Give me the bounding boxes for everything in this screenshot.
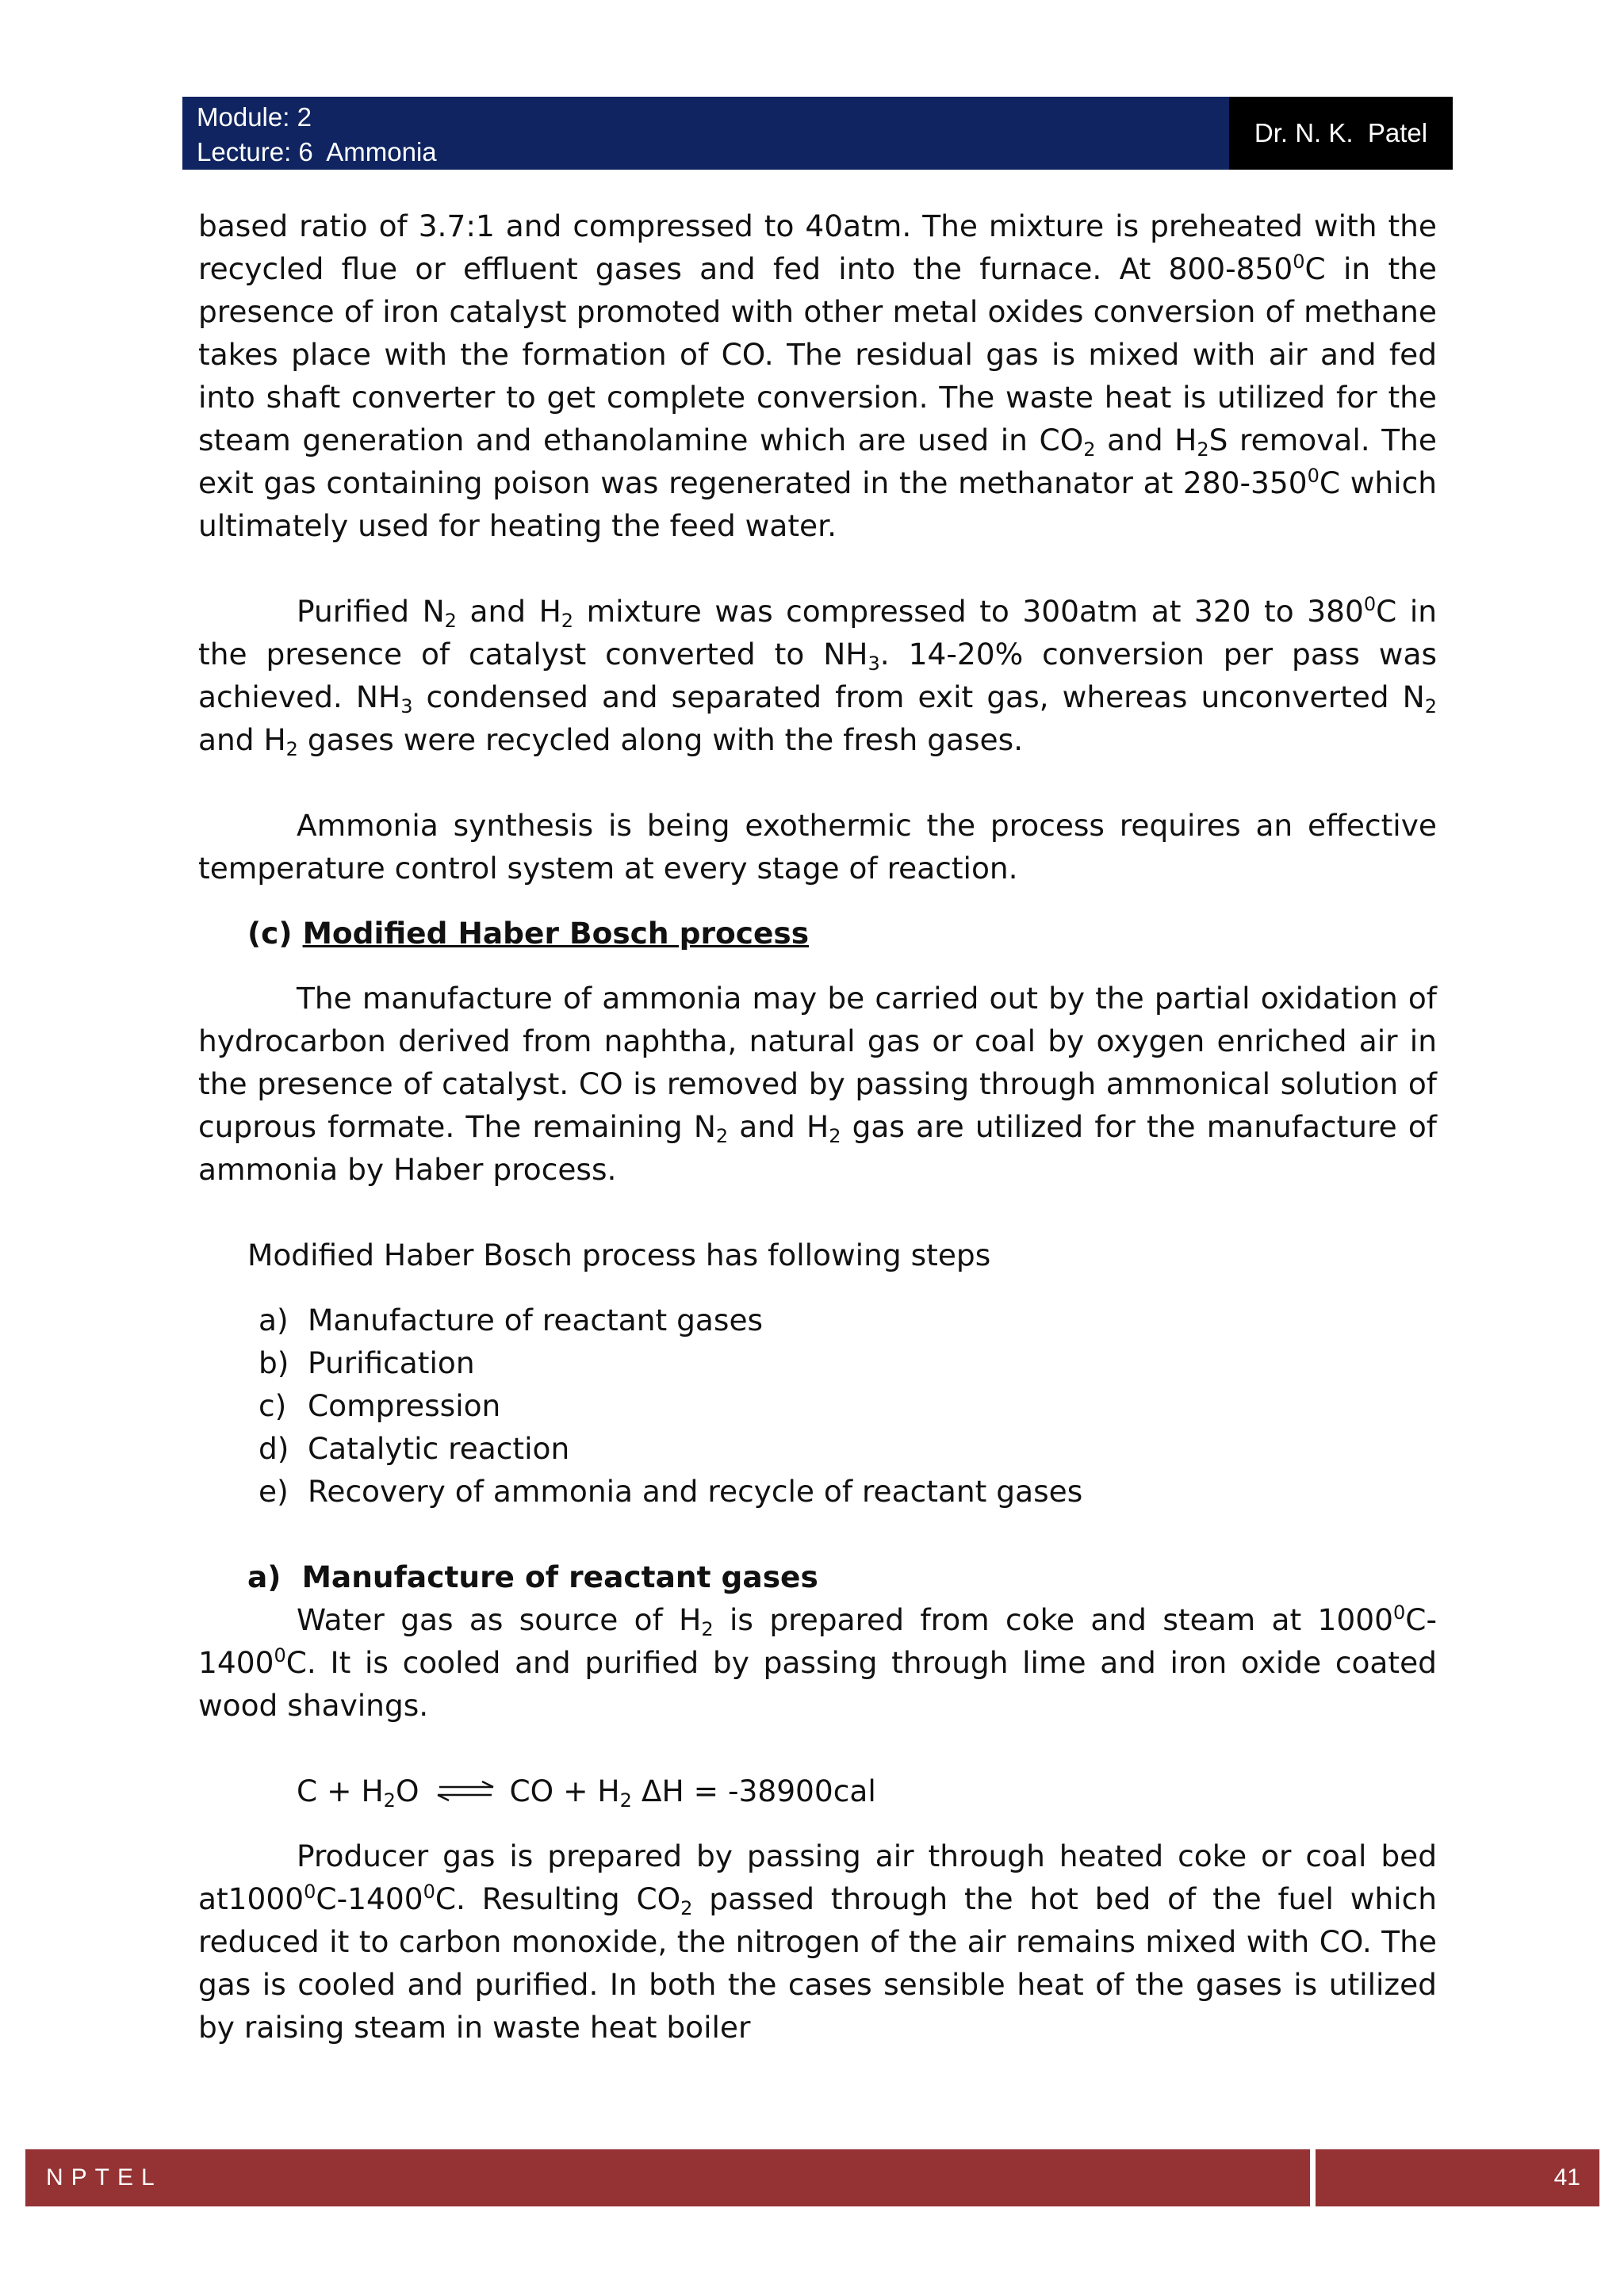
footer-page-number bbox=[1316, 2149, 1599, 2206]
section-heading-modified-haber-bosch: (c) Modified Haber Bosch process bbox=[247, 916, 810, 951]
header-module-lecture bbox=[182, 97, 1229, 170]
footer-nptel-label: NPTEL bbox=[46, 2164, 163, 2191]
equilibrium-arrow-icon bbox=[435, 1781, 496, 1801]
paragraph-furnace: based ratio of 3.7:1 and compressed to 40atm. The mixture is preheated with the recycled flue or effluent gases and fed into the furnace. At $800-850^0C$ in the presence of iron catalyst promoted with other metal oxides conversion of methane takes place with the formation of CO. The residual gas is mixed with air and fed into shaft converter to get complete conversion. The waste heat is utilized for the steam generation and ethanolamine which are used in $CO_2$ and $H_2S$ removal. The exit gas containing poison was regenerated in the methanator at $280-350^0C$ which ultimately used for heating the feed water. bbox=[198, 209, 1438, 543]
list-item: a) Manufacture of reactant gases bbox=[259, 1303, 764, 1337]
page-number: 41 bbox=[1553, 2164, 1580, 2191]
author-name: Dr. N. K. Patel bbox=[1254, 118, 1428, 147]
steps-intro: Modified Haber Bosch process has following steps bbox=[247, 1238, 991, 1272]
paragraph-synthesis: Purified $N_2$ and $H_2$ mixture was compressed to 300atm at 320 to $380^0C$ in the presence of catalyst converted to $NH_3$. 14-20% conversion per pass was achieved. $NH_3$ condensed and separated from exit gas, whereas unconverted $N_2$ and $H_2$ gases were recycled along with the fresh gases. bbox=[198, 593, 1438, 760]
page-body bbox=[198, 205, 1437, 2049]
paragraph-partial-oxidation: The manufacture of ammonia may be carried out by the partial oxidation of hydrocarbon derived from naphtha, natural gas or coal by oxygen enriched air in the presence of catalyst. CO is removed by passing through ammonical solution of cuprous formate. The remaining $N_2$ and $H_2$ gas are utilized for the manufacture of ammonia by Haber process. bbox=[198, 981, 1437, 1187]
paragraph-water-gas: Water gas as source of $H_2$ is prepared from coke and steam at 1000$^0$C-1400$^0$C. It is cooled and purified by passing through lime and iron oxide coated wood shavings. bbox=[198, 1601, 1437, 1723]
author-label bbox=[1229, 97, 1453, 170]
steps-list bbox=[259, 1299, 1437, 1513]
water-gas-equation: $C + H_2O$ CO + $H_2$ ΔH = -38900cal bbox=[297, 1774, 876, 1812]
section-heading-reactant-gases: a) Manufacture of reactant gases bbox=[247, 1559, 818, 1594]
lecture-label: Lecture: 6 Ammonia bbox=[197, 137, 437, 166]
list-item: c) Compression bbox=[259, 1388, 501, 1423]
list-item: e) Recovery of ammonia and recycle of reactant gases bbox=[259, 1474, 1083, 1509]
paragraph-producer-gas: Producer gas is prepared by passing air through heated coke or coal bed at1000$^0$C-1400$^0$C. Resulting $CO_2$ passed through the hot bed of the fuel which reduced it to carbon monoxide, the nitrogen of the air remains mixed with CO. The gas is cooled and purified. In both the cases sensible heat of the gases is utilized by raising steam in waste heat boiler bbox=[198, 1839, 1437, 2045]
list-item: d) Catalytic reaction bbox=[259, 1431, 570, 1466]
module-label: Module: 2 bbox=[197, 102, 312, 132]
footer-nptel bbox=[25, 2149, 1310, 2206]
list-item: b) Purification bbox=[259, 1345, 475, 1380]
paragraph-exothermic: Ammonia synthesis is being exothermic the process requires an effective temperature control system at every stage of reaction. bbox=[198, 808, 1437, 886]
